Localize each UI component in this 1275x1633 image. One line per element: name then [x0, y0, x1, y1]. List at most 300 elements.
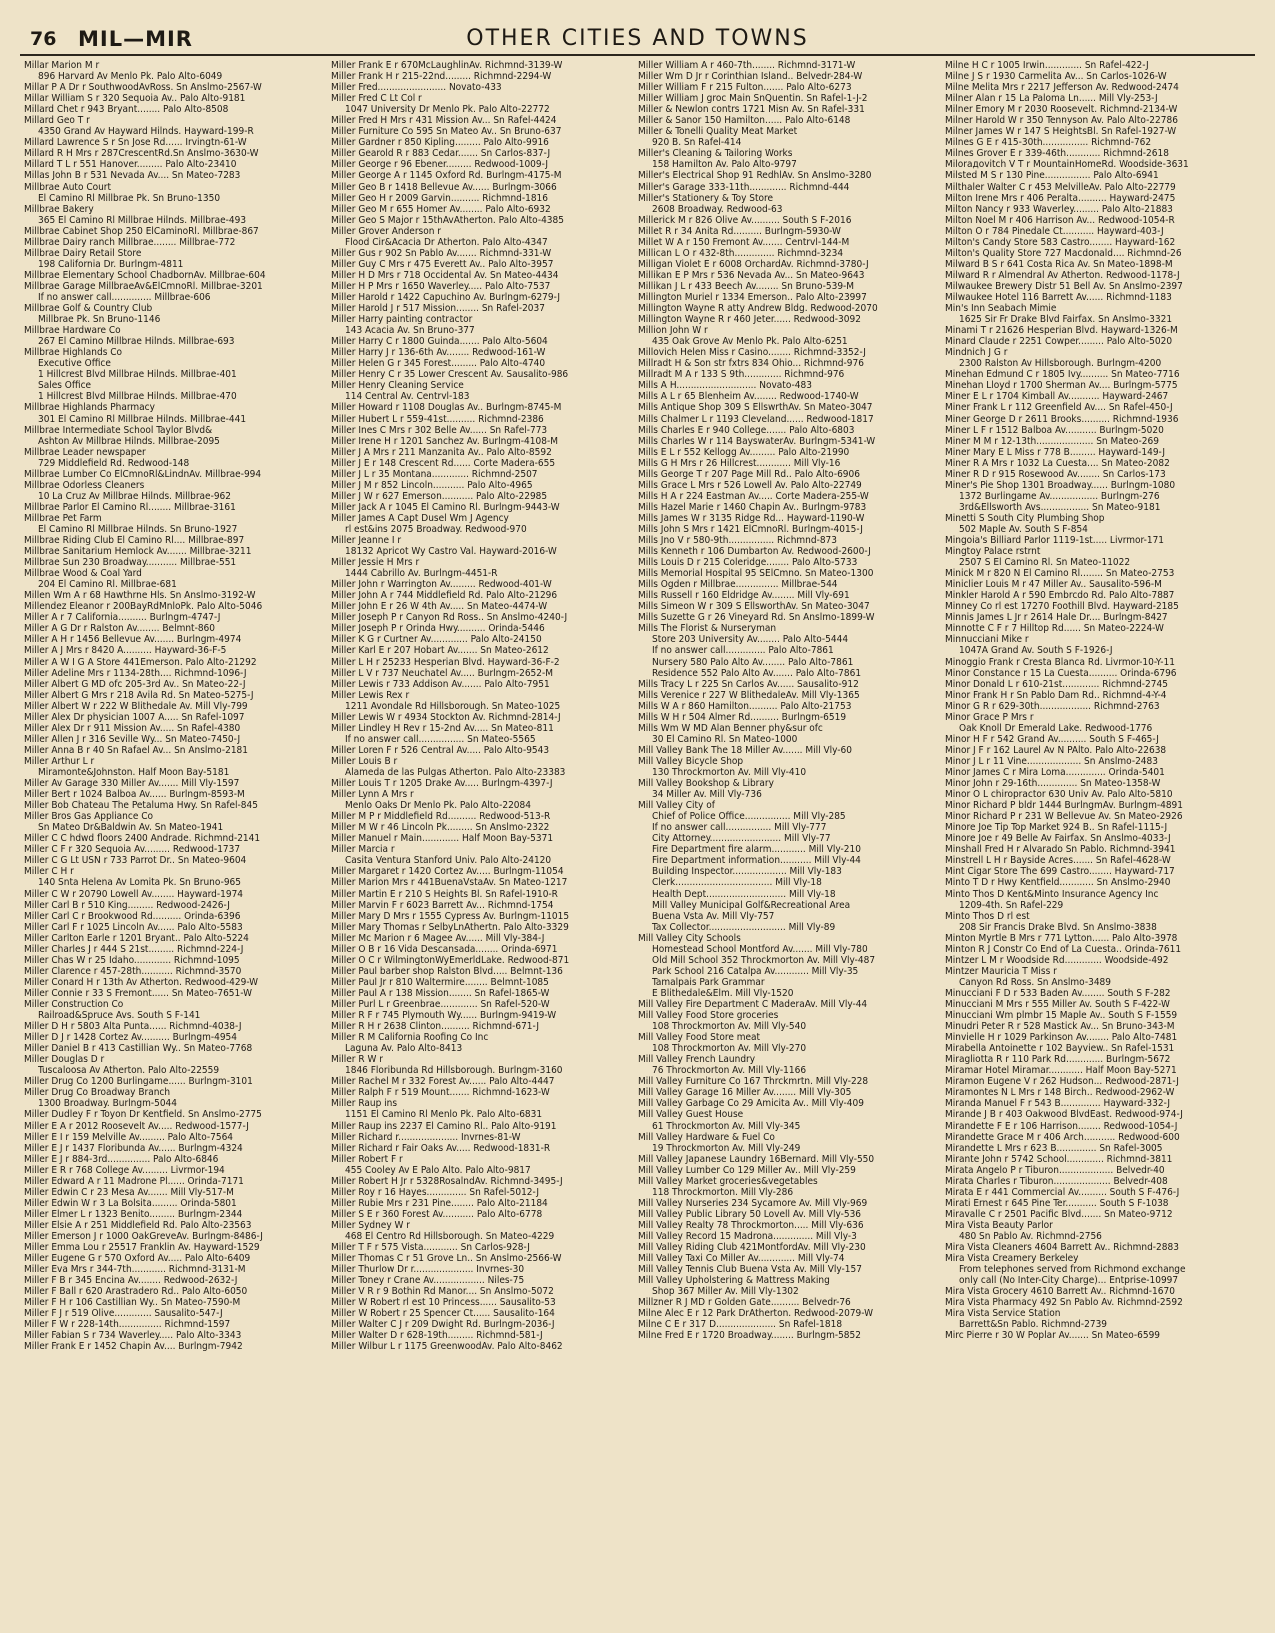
listing-line: Miller Edwin W r 3 La Bolsita......... Orinda-5801	[24, 1197, 237, 1209]
listing-line: Mills Russell r 160 Eldridge Av........ Mill Vly-691	[638, 590, 850, 602]
listing-line: Miller Conard H r 13th Av Atherton. Redwood-429-W	[24, 976, 259, 988]
listing-line: Mill Valley Upholstering & Mattress Making	[638, 1275, 830, 1287]
listing-line: 455 Cooley Av E Palo Alto. Palo Alto-9817	[345, 1164, 531, 1176]
listing-line: Park School 216 Catalpa Av............ Mill Vly-35	[652, 965, 859, 977]
listing-column-3	[638, 60, 938, 1630]
listing-line: Miller & Tonelli Quality Meat Market	[638, 126, 798, 138]
listing-line: Miller Lewis r 733 Addison Av....... Palo Alto-7951	[331, 678, 550, 690]
listing-line: Miller R M California Roofing Co Inc	[331, 1032, 489, 1044]
listing-line: Clerk.................................. Mill Vly-18	[652, 877, 822, 889]
listing-line: Millbrae Dairy ranch Millbrae........ Millbrae-772	[24, 236, 236, 248]
listing-line: Miller Bob Chateau The Petaluma Hwy. Sn Rafel-845	[24, 800, 258, 812]
listing-line: Minkler Harold A r 590 Embrcdo Rd. Palo Alto-7887	[945, 590, 1175, 602]
listing-line: Mills Kenneth r 106 Dumbarton Av. Redwood-2600-J	[638, 546, 871, 558]
listing-line: Milligan Violet E r 6008 OrchardAv. Richmnd-3780-J	[638, 258, 869, 270]
listing-line: Minick M r 820 N El Camino Rl........ Sn Mateo-2753	[945, 568, 1175, 580]
listing-line: Miller Martin E r 210 S Heights Bl. Sn Rafel-1910-R	[331, 888, 558, 900]
listing-line: Minard Claude r 2251 Cowper......... Palo Alto-5020	[945, 336, 1173, 348]
listing-line: Mills Charles E r 940 College....... Palo Alto-6803	[638, 424, 855, 436]
listing-column-2	[331, 60, 631, 1630]
listing-line: Miller J A Mrs r 211 Manzanita Av.. Palo Alto-8592	[331, 446, 552, 458]
listing-line: Millikan J L r 433 Beech Av........ Sn Bruno-539-M	[638, 280, 855, 292]
listing-line: Miller O B r 16 Vida Descansada........ Orinda-6971	[331, 943, 558, 955]
listing-line: Miniclier Louis M r 47 Miller Av.. Sausalito-596-M	[945, 579, 1162, 591]
listing-line: From telephones served from Richmond exchange	[959, 1264, 1186, 1276]
listing-line: 34 Miller Av. Mill Vly-736	[652, 789, 762, 801]
listing-line: Mill Valley Food Store meat	[638, 1032, 761, 1044]
listing-line: 130 Throckmorton Av. Mill Vly-410	[652, 767, 807, 778]
listing-line: Store 203 University Av........ Palo Alto-5444	[652, 634, 849, 646]
listing-line: Millbrae Pk. Sn Bruno-1146	[38, 314, 161, 326]
listing-line: Miller E J r 884-3rd............... Palo Alto-6846	[24, 1153, 219, 1165]
listing-line: Miller Alex Dr physician 1007 A..... Sn Rafel-1097	[24, 711, 245, 723]
listing-line: Milne H C r 1005 Irwin............. Sn Rafel-422-J	[945, 60, 1149, 71]
listing-line: Miller Frank H r 215-22nd......... Richmnd-2294-W	[331, 71, 552, 83]
listing-line: Miller Marvin F r 6023 Barrett Av... Richmnd-1754	[331, 899, 554, 911]
listing-line: Miller Guy C Mrs r 475 Everett Av.. Palo Alto-3957	[331, 258, 554, 270]
listing-line: Miller Louis B r	[331, 755, 398, 767]
listing-line: Minto Thos D rl est	[945, 910, 1030, 922]
listing-line: Miller A J Mrs r 8420 A.......... Hayward-36-F-5	[24, 645, 227, 657]
listing-line: 198 California Dr. Burlngm-4811	[38, 258, 184, 270]
listing-line: Sn Mateo Dr&Baldwin Av. Sn Mateo-1941	[38, 822, 224, 834]
listing-line: Milwaukee Brewery Distr 51 Bell Av. Sn Anslmo-2397	[945, 280, 1183, 292]
listing-line: Milne Alec E r 12 Park DrAtherton. Redwood-2079-W	[638, 1308, 874, 1320]
listing-line: Miller Charles J r 444 S 21st......... Richmnd-224-J	[24, 943, 244, 955]
listing-line: Miller Anna B r 40 Sn Rafael Av... Sn Anslmo-2181	[24, 744, 248, 756]
listing-line: Min's Inn Seabach Mimie	[945, 303, 1057, 315]
listing-line: Miller's Cleaning & Tailoring Works	[638, 148, 793, 160]
listing-line: Mills W A r 860 Hamilton.......... Palo Alto-21753	[638, 700, 852, 712]
listing-line: Milne J S r 1930 Carmelita Av... Sn Carlos-1026-W	[945, 71, 1167, 83]
listing-line: Miller C W r 20790 Lowell Av........ Hayward-1974	[24, 888, 244, 900]
listing-line: Miller Thurlow Dr r..................... Invrnes-30	[331, 1264, 525, 1276]
listing-line: rl est&ins 2075 Broadway. Redwood-970	[345, 523, 527, 535]
listing-line: Miller Elsie A r 251 Middlefield Rd. Palo Alto-23563	[24, 1219, 252, 1231]
listing-line: Miranda Manuel F r 543 B.............. Hayward-332-J	[945, 1098, 1171, 1110]
listing-line: Millard Lawrence S r Sn Jose Rd...... Irvingtn-61-W	[24, 137, 247, 149]
listing-line: Miner M M r 12-13th.................... Sn Mateo-269	[945, 435, 1159, 447]
listing-line: Millbrae Golf & Country Club	[24, 303, 153, 315]
listing-line: 301 El Camino Rl Millbrae Hilnds. Millbrae-441	[38, 413, 247, 425]
listing-line: Millen Wm A r 68 Hawthrne Hls. Sn Anslmo-3192-W	[24, 590, 256, 602]
listing-line: Alameda de las Pulgas Atherton. Palo Alto-23383	[345, 767, 566, 778]
listing-line: 1047A Grand Av. South S F-1926-J	[959, 645, 1113, 657]
listing-line: Millbrae Sanitarium Hemlock Av....... Millbrae-3211	[24, 546, 252, 558]
listing-line: Miller James A Capt Dusel Wm J Agency	[331, 512, 509, 524]
listing-line: Minucciani F D r 533 Baden Av........ South S F-282	[945, 987, 1171, 999]
listing-line: Miller Geo S Major r 15thAvAtherton. Palo Alto-4385	[331, 214, 564, 226]
listing-line: Millendez Eleanor r 200BayRdMnloPk. Palo Alto-5046	[24, 601, 263, 613]
listing-line: Millington Muriel r 1334 Emerson.. Palo Alto-23997	[638, 291, 867, 303]
listing-line: Miller Rubie Mrs r 231 Pine........ Palo Alto-21184	[331, 1197, 548, 1209]
listing-line: Miller Paul Jr r 810 Waltermire........ Belmnt-1085	[331, 976, 549, 988]
listing-line: 1211 Avondale Rd Hillsborough. Sn Mateo-1025	[345, 700, 561, 712]
listing-line: only call (No Inter-City Charge)... Entprise-10997	[959, 1275, 1179, 1287]
listing-line: Minto Thos D Kent&Minto Insurance Agency Inc	[945, 888, 1159, 900]
listing-line: Millar P A Dr r SouthwoodAvRoss. Sn Anslmo-2567-W	[24, 82, 262, 94]
listing-line: 143 Acacia Av. Sn Bruno-377	[345, 325, 475, 337]
listing-line: Miller Raup ins	[331, 1098, 398, 1110]
listing-line: Miller Roy r 16 Hayes.............. Sn Rafel-5012-J	[331, 1186, 539, 1198]
listing-line: Miller Hubert L r 559-41st.......... Richmnd-2386	[331, 413, 544, 425]
listing-line: Millard Chet r 943 Bryant........ Palo Alto-8508	[24, 104, 229, 116]
listing-line: Miller Wilbur L r 1175 GreenwoodAv. Palo Alto-8462	[331, 1341, 563, 1353]
listing-line: Millbrae Sun 230 Broadway........... Millbrae-551	[24, 557, 237, 569]
listing-line: Minor Richard P bldr 1444 BurlngmAv. Burlngm-4891	[945, 800, 1183, 812]
listing-line: Mirabella Antoinette r 102 Bayview.. Sn Rafel-1531	[945, 1043, 1175, 1055]
listing-line: Mira Vista Creamery Berkeley	[945, 1253, 1079, 1265]
listing-line: Miller Marcia r	[331, 844, 395, 856]
listing-line: Miller J L r 35 Montana............. Richmnd-2507	[331, 468, 538, 480]
listing-line: Miller H D Mrs r 718 Occidental Av. Sn Mateo-4434	[331, 269, 559, 281]
listing-line: Millbrae Wood & Coal Yard	[24, 568, 142, 580]
listing-line: 208 Sir Francis Drake Blvd. Sn Anslmo-3838	[959, 921, 1157, 933]
listing-line: Miller R F r 745 Plymouth Wy...... Burlngm-9419-W	[331, 1010, 557, 1022]
listing-line: Miller Carlton Earle r 1201 Bryant.. Palo Alto-5224	[24, 932, 249, 944]
listing-line: Building Inspector................... Mill Vly-183	[652, 866, 842, 878]
listing-line: Miller L V r 737 Neuchatel Av..... Burlngm-2652-M	[331, 667, 554, 679]
listing-line: Mills Hazel Marie r 1460 Chapin Av.. Burlngm-9783	[638, 501, 867, 513]
listing-line: Mintzer Mauricia T Miss r	[945, 965, 1057, 977]
listing-line: Miner's Pie Shop 1301 Broadway...... Burlngm-1080	[945, 479, 1176, 491]
listing-line: Minton R J Constr Co End of La Cuesta.. Orinda-7611	[945, 943, 1182, 955]
listing-line: Millard T L r 551 Hanover......... Palo Alto-23410	[24, 159, 237, 171]
listing-line: Mills James W r 3135 Ridge Rd... Hayward-1190-W	[638, 512, 865, 524]
listing-line: Miller Irene H r 1201 Sanchez Av. Burlngm-4108-M	[331, 435, 558, 447]
listing-line: Miller Manuel r Main............. Half Moon Bay-5371	[331, 833, 554, 845]
listing-line: Miller Mary Thomas r SelbyLnAthertn. Palo Alto-3329	[331, 921, 569, 933]
listing-line: Miragliotta R r 110 Park Rd............. Burlngm-5672	[945, 1054, 1171, 1066]
listing-line: Millbrae Pet Farm	[24, 512, 102, 524]
listing-line: Mill Valley Tennis Club Buena Vsta Av. Mill Vly-157	[638, 1264, 862, 1276]
listing-line: Executive Office	[38, 358, 111, 370]
listing-line: Miller Frank E r 1452 Chapin Av.... Burlngm-7942	[24, 1341, 243, 1353]
listing-line: Miller F Ball r 620 Arastradero Rd.. Palo Alto-6050	[24, 1286, 248, 1298]
listing-line: Miller Henry C r 35 Lower Crescent Av. Sausalito-986	[331, 369, 569, 381]
listing-line: Mintzer L M r Woodside Rd............. Woodside-492	[945, 954, 1169, 966]
listing-line: Milner Harold W r 350 Tennyson Av. Palo Alto-22786	[945, 115, 1178, 127]
listing-line: Miller Ralph F r 519 Mount....... Richmnd-1623-W	[331, 1087, 550, 1099]
listing-line: Miller Fabian S r 734 Waverley..... Palo Alto-3343	[24, 1330, 242, 1342]
listing-line: If no answer call.............. Palo Alto-7861	[652, 645, 834, 657]
listing-line: Miller John A r 744 Middlefield Rd. Palo Alto-21296	[331, 590, 558, 602]
listing-line: Miller Robert H Jr r 5328RosalndAv. Richmnd-3495-J	[331, 1175, 563, 1187]
listing-line: Minor Constance r 15 La Cuesta.......... Orinda-6796	[945, 667, 1177, 679]
listing-line: Minehan Lloyd r 1700 Sherman Av.... Burlngm-5775	[945, 380, 1178, 392]
listing-line: Milton Nancy r 933 Waverley......... Palo Alto-21883	[945, 203, 1173, 215]
listing-line: Barrett&Sn Pablo. Richmnd-2739	[959, 1319, 1108, 1331]
listing-line: Miller Daniel B r 413 Castillian Wy.. Sn Mateo-7768	[24, 1043, 253, 1055]
listing-line: Miller L H r 25233 Hesperian Blvd. Hayward-36-F-2	[331, 656, 560, 668]
listing-line: Miller Dudley F r Toyon Dr Kentfield. Sn Anslmo-2775	[24, 1109, 262, 1121]
listing-line: Mills Antique Shop 309 S EllswrthAv. Sn Mateo-3047	[638, 402, 873, 414]
listing-line: Minvielle H r 1029 Parkinson Av........ Palo Alto-7481	[945, 1032, 1178, 1044]
listing-line: Miller F H r 106 Castillian Wy.. Sn Mateo-7590-M	[24, 1297, 241, 1309]
guide-words: MIL—MIR	[78, 27, 193, 51]
listing-line: Miller Albert G Mrs r 218 Avila Rd. Sn Mateo-5275-J	[24, 689, 254, 701]
listing-line: Millbrae Parlor El Camino Rl........ Millbrae-3161	[24, 501, 236, 513]
listing-line: Miller Connie r 33 S Fremont...... Sn Mateo-7651-W	[24, 987, 252, 999]
listing-line: Milner Alan r 15 La Paloma Ln...... Mill Vly-253-J	[945, 93, 1158, 105]
page-header	[20, 20, 1255, 56]
listing-line: Miller R W r	[331, 1054, 383, 1066]
listing-line: Miller C C hdwd floors 2400 Andrade. Richmnd-2141	[24, 833, 261, 845]
listing-line: 30 El Camino Rl. Sn Mateo-1000	[652, 733, 798, 745]
listing-line: Miller Rachel M r 332 Forest Av...... Palo Alto-4447	[331, 1076, 555, 1088]
listing-line: Milsted M S r 130 Pine................ Palo Alto-6941	[945, 170, 1159, 182]
listing-line: Miller Fred........................ Novato-433	[331, 82, 502, 94]
listing-line: Flood Cir&Acacia Dr Atherton. Palo Alto-4347	[345, 236, 548, 248]
listing-line: Miller S E r 360 Forest Av........... Palo Alto-6778	[331, 1208, 543, 1220]
listing-line: City Attorney......................... Mill Vly-77	[652, 833, 831, 845]
listing-line: Mills Ogden r Millbrae............... Millbrae-544	[638, 579, 838, 591]
listing-line: Miller D H r 5803 Alta Punta...... Richmnd-4038-J	[24, 1021, 242, 1033]
listing-line: Health Dept............................ Mill Vly-18	[652, 888, 836, 900]
listing-line: Miller Frank E r 670McLaughlinAv. Richmnd-3139-W	[331, 60, 563, 71]
listing-line: Millbrae Odorless Cleaners	[24, 479, 145, 491]
listing-line: Miller Thomas C r 51 Grove Ln.. Sn Anslmo-2566-W	[331, 1253, 562, 1265]
listing-line: 1 Hillcrest Blvd Millbrae Hilnds. Millbrae-470	[38, 391, 237, 403]
listing-line: Mill Valley Japanese Laundry 16Bernard. Mill Vly-550	[638, 1153, 875, 1165]
listing-line: Minucciani Wm plmbr 15 Maple Av.. South S F-1559	[945, 1010, 1178, 1022]
listing-line: 108 Throckmorton Av. Mill Vly-270	[652, 1043, 807, 1055]
listing-line: Miller Av Garage 330 Miller Av....... Mill Vly-1597	[24, 778, 240, 790]
listing-line: Mill Valley Nurseries 234 Sycamore Av. Mill Vly-969	[638, 1197, 868, 1209]
listing-line: 2300 Ralston Av Hillsborough. Burlngm-4200	[959, 358, 1162, 370]
listing-line: Miller Eugene G r 570 Oxford Av..... Palo Alto-6409	[24, 1253, 251, 1265]
listing-line: Miller Edward A r 11 Madrone Pl...... Orinda-7171	[24, 1175, 244, 1187]
listing-line: 1151 El Camino Rl Menlo Pk. Palo Alto-6831	[345, 1109, 543, 1121]
listing-line: Mill Valley Garage 16 Miller Av........ Mill Vly-305	[638, 1087, 852, 1099]
listing-line: Fire Department fire alarm............ Mill Vly-210	[652, 844, 861, 856]
listing-line: Tamalpais Park Grammar	[652, 976, 765, 988]
listing-line: 1209-4th. Sn Rafel-229	[959, 899, 1064, 911]
listing-line: Millbrae Leader newspaper	[24, 446, 146, 458]
listing-line: Miller E A r 2012 Roosevelt Av..... Redwood-1577-J	[24, 1120, 249, 1132]
listing-line: Milwaukee Hotel 116 Barrett Av...... Richmnd-1183	[945, 291, 1172, 303]
listing-line: Minney Co rl est 17270 Foothill Blvd. Hayward-2185	[945, 601, 1179, 613]
listing-line: Millbrae Riding Club El Camino Rl.... Millbrae-897	[24, 535, 245, 547]
listing-line: Mills Verenice r 227 W BlithedaleAv. Mill Vly-1365	[638, 689, 860, 701]
listing-line: 2507 S El Camino Rl. Sn Mateo-11022	[959, 557, 1131, 569]
listing-line: El Camino Rl Millbrae Hilnds. Sn Bruno-1927	[38, 523, 238, 535]
listing-line: 1444 Cabrillo Av. Burlngm-4451-R	[345, 568, 498, 580]
listing-line: Mirati Ernest r 645 Pine Ter........... South S F-1038	[945, 1197, 1169, 1209]
listing-line: Minshall Fred H r Alvarado Sn Pablo. Richmnd-3941	[945, 844, 1176, 856]
listing-line: Millington Wayne R r 460 Jeter...... Redwood-3092	[638, 314, 861, 326]
listing-column-4	[945, 60, 1245, 1630]
listing-line: Miller Adeline Mrs r 1134-28th.... Richmnd-1096-J	[24, 667, 247, 679]
listing-line: Mill Valley Taxi Co Miller Av............. Mill Vly-74	[638, 1253, 845, 1265]
listing-line: Ashton Av Millbrae Hilnds. Millbrae-2095	[38, 435, 220, 447]
listing-line: Mira Vista Service Station	[945, 1308, 1061, 1320]
listing-line: Miller John E r 26 W 4th Av..... Sn Mateo-4474-W	[331, 601, 548, 613]
listing-line: Miller C H r	[24, 866, 74, 878]
listing-line: Mill Valley Fire Department C MaderaAv. Mill Vly-44	[638, 998, 868, 1010]
listing-line: Mirande J B r 403 Oakwood BlvdEast. Redwood-974-J	[945, 1109, 1183, 1121]
listing-line: Miller R H r 2638 Clinton.......... Richmnd-671-J	[331, 1021, 539, 1033]
listing-line: Miller William A r 460-7th........ Richmnd-3171-W	[638, 60, 856, 71]
listing-line: 1846 Floribunda Rd Hillsborough. Burlngm-3160	[345, 1065, 563, 1077]
listing-line: Miller Walter D r 628-19th......... Richmnd-581-J	[331, 1330, 543, 1342]
listing-line: Millbrae Cabinet Shop 250 ElCaminoRl. Millbrae-867	[24, 225, 259, 237]
listing-line: Milorадovitch V T r MountainHomeRd. Woodside-3631	[945, 159, 1189, 171]
listing-line: Miller Construction Co	[24, 998, 124, 1010]
listing-line: Miller Jeanne I r	[331, 535, 402, 547]
listing-line: Mills A L r 65 Blenheim Av........ Redwood-1740-W	[638, 391, 859, 403]
listing-line: Miller E R r 768 College Av......... Livrmor-194	[24, 1164, 225, 1176]
listing-line: If no answer call................ Mill Vly-777	[652, 822, 827, 834]
listing-line: Miravalle C r 2501 Pacific Blvd....... Sn Mateo-9712	[945, 1208, 1173, 1220]
listing-line: Million John W r	[638, 325, 708, 337]
listing-line: Miller Allen J r 316 Seville Wy... Sn Mateo-7450-J	[24, 733, 241, 745]
listing-line: 468 El Centro Rd Hillsborough. Sn Mateo-4229	[345, 1230, 555, 1242]
listing-line: Canyon Rd Ross. Sn Anslmo-3489	[959, 976, 1112, 988]
listing-line: Miller Elmer L r 1323 Benito......... Burlngm-2344	[24, 1208, 243, 1220]
listing-line: Mill Valley Guest House	[638, 1109, 744, 1121]
listing-line: Miller Joseph P r Canyon Rd Ross.. Sn Anslmo-4240-J	[331, 612, 568, 624]
listing-line: Minstrell L H r Bayside Acres....... Sn Rafel-4628-W	[945, 855, 1171, 867]
listing-line: Mills Grace L Mrs r 526 Lowell Av. Palo Alto-22749	[638, 479, 862, 491]
listing-line: Miller Bert r 1024 Balboa Av...... Burlngm-8593-M	[24, 789, 245, 801]
listing-line: Miller D J r 1428 Cortez Av.......... Burlngm-4954	[24, 1032, 237, 1044]
listing-line: Miller John r Warrington Av......... Redwood-401-W	[331, 579, 552, 591]
listing-line: Minton Myrtle B Mrs r 771 Lytton...... Palo Alto-3978	[945, 932, 1178, 944]
listing-line: Miller Paul A r 138 Mission........ Sn Rafel-1865-W	[331, 987, 550, 999]
listing-line: Miramar Hotel Miramar............ Half Moon Bay-5271	[945, 1065, 1177, 1077]
listing-line: Miller Margaret r 1420 Cortez Av..... Burlngm-11054	[331, 866, 564, 878]
listing-line: Mira Vista Grocery 4610 Barrett Av.. Richmnd-1670	[945, 1286, 1175, 1298]
listing-line: Miller Harry J r 136-6th Av........ Redwood-161-W	[331, 347, 546, 359]
page-number: 76	[30, 28, 57, 50]
listing-line: Miller Jack A r 1045 El Camino Rl. Burlngm-9443-W	[331, 501, 560, 513]
listing-line: Miller Mary D Mrs r 1555 Cypress Av. Burlngm-11015	[331, 910, 570, 922]
listing-line: Miller Ines C Mrs r 302 Belle Av...... Sn Rafel-773	[331, 424, 548, 436]
listing-line: Mills Chalmer L r 1193 Cleveland...... Redwood-1817	[638, 413, 874, 425]
listing-line: Mill Valley Lumber Co 129 Miller Av.. Mill Vly-259	[638, 1164, 856, 1176]
listing-line: Mirandette F E r 106 Harrison........ Redwood-1054-J	[945, 1120, 1178, 1132]
listing-line: Mira Vista Cleaners 4604 Barrett Av.. Richmnd-2883	[945, 1242, 1179, 1254]
listing-column-1	[24, 60, 324, 1630]
listing-line: Miller Lindley H Rev r 15-2nd Av..... Sn Mateo-811	[331, 722, 554, 734]
listing-line: Mill Valley Municipal Golf&Recreational Area	[652, 899, 851, 911]
listing-line: Miller Gardner r 850 Kipling......... Palo Alto-9916	[331, 137, 549, 149]
listing-line: Miller Wm D Jr r Corinthian Island.. Belvedr-284-W	[638, 71, 863, 83]
listing-line: Mills G H Mrs r 26 Hillcrest............ Mill Vly-16	[638, 457, 841, 469]
listing-line: Miller's Electrical Shop 91 RedhlAv. Sn Anslmo-3280	[638, 170, 872, 182]
listing-line: Mill Valley City Schools	[638, 932, 741, 944]
listing-line: 365 El Camino Rl Millbrae Hilnds. Millbrae-493	[38, 214, 247, 226]
listing-line: Residence 552 Palo Alto Av....... Palo Alto-7861	[652, 667, 862, 679]
listing-line: Minor J F r 162 Laurel Av N PAlto. Palo Alto-22638	[945, 744, 1167, 756]
listing-line: Miller Fred C Lt Col r	[331, 93, 422, 105]
listing-line: Minor Richard P r 231 W Bellevue Av. Sn Mateo-2926	[945, 811, 1183, 823]
listing-line: Mill Valley Furniture Co 167 Thrckmrtn. Mill Vly-228	[638, 1076, 869, 1088]
listing-line: Miner Frank L r 112 Greenfield Av.... Sn Rafel-450-J	[945, 402, 1173, 414]
listing-line: Miller J M r 852 Lincoln........... Palo Alto-4965	[331, 479, 533, 491]
listing-line: Mills Suzette G r 26 Vineyard Rd. Sn Anslmo-1899-W	[638, 612, 875, 624]
listing-line: Miller T F r 575 Vista............ Sn Carlos-928-J	[331, 1242, 530, 1254]
listing-line: Mingtoy Palace rstrnt	[945, 546, 1041, 558]
listing-line: Millbrae Auto Court	[24, 181, 112, 193]
listing-line: Miller Fred H Mrs r 431 Mission Av... Sn Rafel-4424	[331, 115, 557, 127]
listing-line: Miner R A Mrs r 1032 La Cuesta.... Sn Mateo-2082	[945, 457, 1170, 469]
listing-line: Minudri Peter R r 528 Mastick Av... Sn Bruno-343-M	[945, 1021, 1175, 1033]
listing-line: Tax Collector........................... Mill Vly-89	[652, 921, 836, 933]
listing-line: Miller Alex Dr r 911 Mission Av..... Sn Rafel-4380	[24, 722, 241, 734]
listing-line: Millas John B r 531 Nevada Av.... Sn Mateo-7283	[24, 170, 241, 182]
listing-line: Minore Joe r 49 Belle Av Fairfax. Sn Anslmo-4033-J	[945, 833, 1171, 845]
listing-line: Laguna Av. Palo Alto-8413	[345, 1043, 463, 1055]
listing-line: If no answer call.............. Millbrae-606	[38, 291, 211, 303]
listing-line: Miller Marion Mrs r 441BuenaVstaAv. Sn Mateo-1217	[331, 877, 568, 889]
listing-line: Mirata Angelo P r Tiburon................... Belvedr-40	[945, 1164, 1165, 1176]
listing-line: Millican L O r 432-8th.............. Richmnd-3234	[638, 247, 844, 259]
listing-line: Miller Jessie H Mrs r	[331, 557, 420, 569]
listing-line: Mills The Florist & Nurseryman	[638, 623, 777, 635]
listing-line: 435 Oak Grove Av Menlo Pk. Palo Alto-6251	[652, 336, 848, 348]
listing-line: Miller Chas W r 25 Idaho............. Richmnd-1095	[24, 954, 240, 966]
listing-line: 729 Middlefield Rd. Redwood-148	[38, 457, 190, 469]
listing-line: Sales Office	[38, 380, 92, 392]
listing-line: Miller Emma Lou r 25517 Franklin Av. Hayward-1529	[24, 1242, 260, 1254]
listing-line: Millradt M A r 133 S 9th............. Richmnd-976	[638, 369, 845, 381]
listing-line: Milne Melita Mrs r 2217 Jefferson Av. Redwood-2474	[945, 82, 1179, 94]
listing-line: Miller Henry Cleaning Service	[331, 380, 464, 392]
listing-line: Miner E L r 1704 Kimball Av........... Hayward-2467	[945, 391, 1169, 403]
listing-line: Minor H F r 542 Grand Av.......... South S F-465-J	[945, 733, 1159, 745]
listing-line: Millet W A r 150 Fremont Av....... Centrvl-144-M	[638, 236, 850, 248]
listing-line: Miller Grover Anderson r	[331, 225, 441, 237]
listing-line: Miller Karl E r 207 Hobart Av....... Sn Mateo-2612	[331, 645, 549, 657]
listing-line: Mills Tracy L r 225 Sn Carlos Av...... Sausalito-912	[638, 678, 859, 690]
listing-line: Minor Donald L r 610-21st............. Richmnd-2745	[945, 678, 1168, 690]
listing-line: Miramonte&Johnston. Half Moon Bay-5181	[38, 767, 230, 778]
listing-line: Millbrae Dairy Retail Store	[24, 247, 142, 259]
listing-line: Miller Harry painting contractor	[331, 314, 473, 326]
listing-line: Miller & Sanor 150 Hamilton...... Palo Alto-6148	[638, 115, 851, 127]
listing-line: If no answer call................ Sn Mateo-5565	[345, 733, 536, 745]
listing-line: E Blithedale&Elm. Mill Vly-1520	[652, 987, 794, 999]
listing-line: Miller F B r 345 Encina Av........ Redwood-2632-J	[24, 1275, 238, 1287]
listing-line: Millradt H & Son str fxtrs 834 Ohio... Richmnd-976	[638, 358, 864, 370]
listing-line: Mint Cigar Store The 699 Castro........ Hayward-717	[945, 866, 1175, 878]
listing-line: Miller F W r 228-14th............... Richmnd-1597	[24, 1319, 231, 1331]
listing-line: Minehan Edmund C r 1805 Ivy.......... Sn Mateo-7716	[945, 369, 1180, 381]
listing-line: Millbrae Elementary School ChadbornAv. Millbrae-604	[24, 269, 266, 281]
listing-line: Miner L F r 1512 Balboa Av........... Burlngm-5020	[945, 424, 1164, 436]
listing-line: Millar Marion M r	[24, 60, 100, 71]
listing-line: 18132 Apricot Wy Castro Val. Hayward-2016-W	[345, 546, 557, 558]
listing-line: Fire Department information........... Mill Vly-44	[652, 855, 861, 867]
listing-line: Millerick M r 826 Olive Av.......... South S F-2016	[638, 214, 852, 226]
listing-line: Minor O L chiropractor 630 Univ Av. Palo Alto-5810	[945, 789, 1173, 801]
listing-line: Miller Joseph P r Orinda Hwy.......... Orinda-5446	[331, 623, 545, 635]
listing-line: Buena Vsta Av. Mill Vly-757	[652, 910, 775, 922]
listing-line: 3rd&Ellsworth Avs................. Sn Mateo-9181	[959, 501, 1161, 513]
listing-line: Miramontes N L Mrs r 148 Birch.. Redwood-2962-W	[945, 1087, 1175, 1099]
listing-line: Mill Valley Bank The 18 Miller Av....... Mill Vly-60	[638, 744, 852, 756]
listing-line: 1 Hillcrest Blvd Millbrae Hilnds. Millbrae-401	[38, 369, 237, 381]
listing-line: Miller Toney r Crane Av.................. Niles-75	[331, 1275, 525, 1287]
listing-line: Millovich Helen Miss r Casino........ Richmnd-3352-J	[638, 347, 866, 359]
listing-line: Miller J W r 627 Emerson........... Palo Alto-22985	[331, 490, 548, 502]
listing-line: Miller Geo M r 655 Homer Av........ Palo Alto-6932	[331, 203, 551, 215]
listing-line: Miller A W I G A Store 441Emerson. Palo Alto-21292	[24, 656, 257, 668]
listing-line: Miller Albert G MD ofc 205-3rd Av.. Sn Mateo-22-J	[24, 678, 246, 690]
listing-line: Mills Memorial Hospital 95 SElCmno. Sn Mateo-1300	[638, 568, 874, 580]
